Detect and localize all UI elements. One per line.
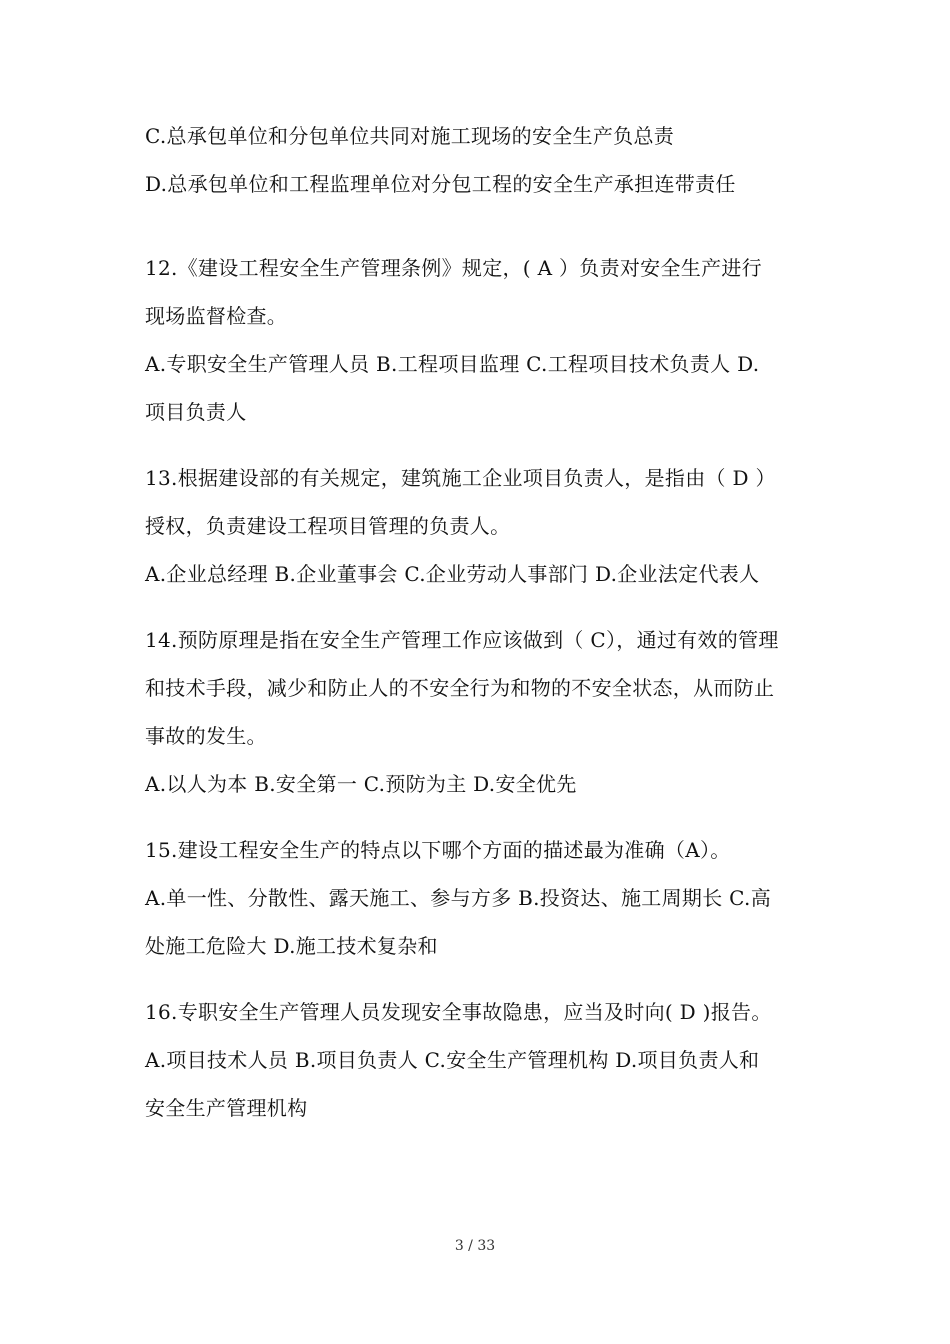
question-text: 授权，负责建设工程项目管理的负责人。 bbox=[145, 514, 511, 538]
question-16 bbox=[145, 988, 815, 1132]
question-text: 13.根据建设部的有关规定，建筑施工企业项目负责人，是指由（ D ） bbox=[145, 466, 776, 490]
question-text: 现场监督检查。 bbox=[145, 304, 288, 328]
question-12 bbox=[145, 244, 815, 436]
question-options: A.企业总经理 B.企业董事会 C.企业劳动人事部门 D.企业法定代表人 bbox=[145, 562, 760, 586]
question-options: 安全生产管理机构 bbox=[145, 1096, 308, 1120]
page-number: 3 / 33 bbox=[454, 1238, 496, 1254]
question-text: 和技术手段，减少和防止人的不安全行为和物的不安全状态，从而防止 bbox=[145, 676, 775, 700]
question-text: 12.《建设工程安全生产管理条例》规定，( A ）负责对安全生产进行 bbox=[145, 256, 762, 280]
question-options: A.以人为本 B.安全第一 C.预防为主 D.安全优先 bbox=[145, 772, 577, 796]
question-options: 项目负责人 bbox=[145, 400, 247, 424]
question-14 bbox=[145, 616, 815, 808]
option-d: D.总承包单位和工程监理单位对分包工程的安全生产承担连带责任 bbox=[145, 172, 736, 196]
question-text: 14.预防原理是指在安全生产管理工作应该做到（ C），通过有效的管理 bbox=[145, 628, 779, 652]
question-15 bbox=[145, 826, 815, 970]
question-text: 16.专职安全生产管理人员发现安全事故隐患，应当及时向( D )报告。 bbox=[145, 1000, 772, 1024]
question-options: A.单一性、分散性、露天施工、参与方多 B.投资达、施工周期长 C.高 bbox=[145, 886, 772, 910]
question-13 bbox=[145, 454, 815, 598]
question-options: A.项目技术人员 B.项目负责人 C.安全生产管理机构 D.项目负责人和 bbox=[145, 1048, 760, 1072]
option-c: C.总承包单位和分包单位共同对施工现场的安全生产负总责 bbox=[145, 124, 675, 148]
question-options: 处施工危险大 D.施工技术复杂和 bbox=[145, 934, 438, 958]
question-text: 15.建设工程安全生产的特点以下哪个方面的描述最为准确（A）。 bbox=[145, 838, 731, 862]
question-options: A.专职安全生产管理人员 B.工程项目监理 C.工程项目技术负责人 D. bbox=[145, 352, 760, 376]
question-text: 事故的发生。 bbox=[145, 724, 267, 748]
page-content bbox=[145, 112, 815, 1132]
